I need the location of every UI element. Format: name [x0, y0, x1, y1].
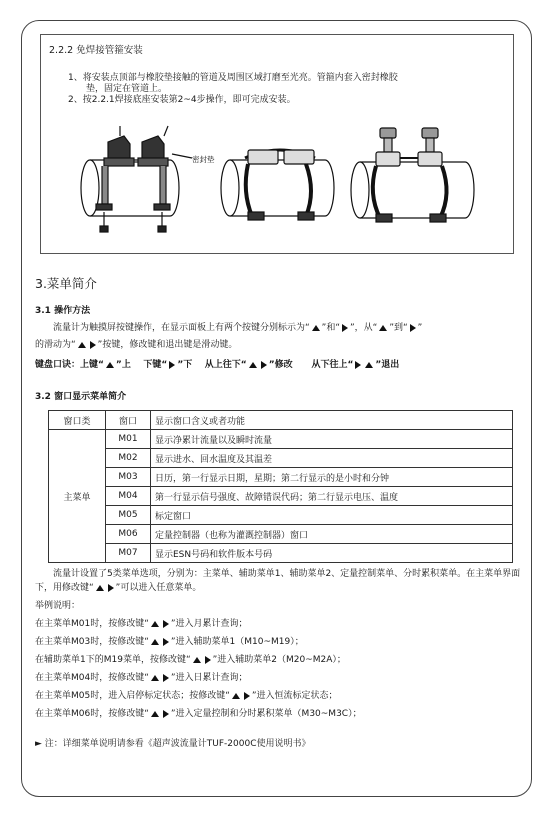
example-line — [35, 687, 525, 705]
right-arrow-icon — [163, 710, 169, 718]
pipe-figure-1 — [81, 126, 192, 232]
install-steps — [68, 73, 498, 106]
right-arrow-icon — [169, 361, 175, 369]
right-arrow-icon — [410, 324, 416, 332]
up-arrow-icon — [232, 693, 240, 699]
summary-a: 流量计设置了5类菜单选项，分别为：主菜单、辅助菜单1、辅助菜单2、定量控制菜单、分时累积菜单。在主菜单界面下，用修改键“ — [35, 569, 521, 593]
code-cell: M07 — [106, 544, 151, 563]
right-arrow-icon — [342, 324, 348, 332]
right-arrow-icon — [108, 584, 114, 592]
table-row — [49, 449, 513, 468]
operation-text — [35, 322, 515, 335]
kw-modify-prefix: 从上往下“ — [204, 360, 247, 370]
menu-intro-title: 3.菜单简介 — [35, 276, 97, 291]
up-arrow-icon — [151, 711, 159, 717]
example-line — [35, 669, 525, 687]
desc-cell: 显示ESN号码和软件版本号码 — [151, 544, 513, 563]
op-text-d: ”到“ — [389, 323, 408, 333]
kw-up: ”上 — [115, 360, 131, 370]
op-text2-a: 的滑动为“ — [35, 340, 76, 350]
op-text-a: 流量计为触摸屏按键操作，在显示面板上有两个按键分别标示为“ — [53, 323, 310, 333]
example-line — [35, 705, 525, 723]
table-row — [49, 468, 513, 487]
group-cell: 主菜单 — [49, 430, 106, 563]
example-4b: ”进入日累计查询； — [170, 673, 248, 683]
window-menu-table — [48, 410, 513, 563]
table-row — [49, 430, 513, 449]
up-arrow-icon — [379, 325, 387, 331]
install-title: 2.2.2 免焊接管箍安装 — [49, 45, 143, 56]
step1-line1: 1、将安装点顶部与橡胶垫接触的管道及周围区域打磨至光亮。管箍内套入密封橡胶 — [68, 73, 398, 83]
right-arrow-icon — [244, 692, 250, 700]
example-5a: 在主菜单M05时，进入启停标定状态；按修改键“ — [35, 691, 230, 701]
up-arrow-icon — [312, 325, 320, 331]
example-1b: ”进入月累计查询； — [170, 619, 248, 629]
up-arrow-icon — [365, 362, 373, 368]
up-arrow-icon — [151, 639, 159, 645]
example-3a: 在辅助菜单1下的M19菜单，按修改键“ — [35, 655, 191, 665]
example-line — [35, 615, 525, 633]
example-2a: 在主菜单M03时，按修改键“ — [35, 637, 149, 647]
op-text2-b: ”按键，修改键和退出键是滑动键。 — [97, 340, 238, 350]
header-cell: 窗口类 — [49, 411, 106, 430]
kw-exit-prefix: 从下往上“ — [311, 360, 354, 370]
pipe-clamp-figures — [80, 122, 500, 240]
header-cell: 窗口 — [106, 411, 151, 430]
desc-cell: 标定窗口 — [151, 506, 513, 525]
code-cell: M04 — [106, 487, 151, 506]
table-row — [49, 506, 513, 525]
op-text-b: ”和“ — [321, 323, 340, 333]
right-arrow-icon — [355, 361, 361, 369]
desc-cell: 日历，第一行显示日期，星期；第二行显示的是小时和分钟 — [151, 468, 513, 487]
kw-prefix: 键盘口诀：上键“ — [35, 360, 104, 370]
code-cell: M03 — [106, 468, 151, 487]
table-header-row — [49, 411, 513, 430]
example-6b: ”进入定量控制和分时累积菜单（M30~M3C）； — [170, 709, 362, 719]
code-cell: M02 — [106, 449, 151, 468]
operation-text-2 — [35, 339, 515, 352]
code-cell: M01 — [106, 430, 151, 449]
right-arrow-icon — [163, 674, 169, 682]
menu-description — [35, 567, 525, 723]
desc-cell: 显示进水、回水温度及其温差 — [151, 449, 513, 468]
step2: 2、按2.2.1焊接底座安装第2~4步操作，即可完成安装。 — [68, 95, 296, 105]
example-2b: ”进入辅助菜单1（M10~M19）； — [170, 637, 304, 647]
op-text-c: ”，从“ — [350, 323, 378, 333]
code-cell: M06 — [106, 525, 151, 544]
desc-cell: 定量控制器（也称为灌溉控制器）窗口 — [151, 525, 513, 544]
kw-down-prefix: 下键“ — [143, 360, 168, 370]
right-arrow-icon — [163, 620, 169, 628]
example-heading: 举例说明： — [35, 601, 81, 611]
summary-b: ”可以进入任意菜单。 — [115, 583, 202, 593]
kw-down: ”下 — [177, 360, 193, 370]
table-row — [49, 544, 513, 563]
up-arrow-icon — [249, 362, 257, 368]
right-arrow-icon — [90, 341, 96, 349]
table-row — [49, 525, 513, 544]
kw-exit: ”退出 — [375, 360, 400, 370]
example-5b: ”进入恒流标定状态； — [251, 691, 338, 701]
example-line — [35, 651, 525, 669]
keyboard-mnemonic — [35, 357, 399, 370]
up-arrow-icon — [78, 342, 86, 348]
kw-modify: ”修改 — [268, 360, 293, 370]
example-1a: 在主菜单M01时，按修改键“ — [35, 619, 149, 629]
example-line — [35, 633, 525, 651]
desc-cell: 显示净累计流量以及瞬时流量 — [151, 430, 513, 449]
seal-label: 密封垫 — [192, 155, 215, 164]
step1-line2: 垫，固定在管道上。 — [86, 84, 168, 94]
right-arrow-icon — [163, 638, 169, 646]
desc-cell: 第一行显示信号强度、故障错误代码；第二行显示电压、温度 — [151, 487, 513, 506]
right-arrow-icon — [205, 656, 211, 664]
example-6a: 在主菜单M06时，按修改键“ — [35, 709, 149, 719]
operation-title: 3.1 操作方法 — [35, 306, 91, 316]
up-arrow-icon — [151, 675, 159, 681]
example-3b: ”进入辅助菜单2（M20~M2A）； — [212, 655, 346, 665]
up-arrow-icon — [96, 585, 104, 591]
table-row — [49, 487, 513, 506]
up-arrow-icon — [193, 657, 201, 663]
code-cell: M05 — [106, 506, 151, 525]
window-section-title: 3.2 窗口显示菜单简介 — [35, 392, 127, 402]
example-4a: 在主菜单M04时，按修改键“ — [35, 673, 149, 683]
up-arrow-icon — [151, 621, 159, 627]
header-cell: 显示窗口含义或者功能 — [151, 411, 513, 430]
op-text-e: ” — [417, 323, 423, 333]
menu-summary — [35, 567, 525, 595]
pipe-figure-2 — [221, 150, 334, 220]
pipe-figure-3 — [351, 128, 474, 222]
reference-note: ► 注：详细菜单说明请参看《超声波流量计TUF-2000C使用说明书》 — [35, 739, 311, 749]
right-arrow-icon — [261, 361, 267, 369]
up-arrow-icon — [106, 362, 114, 368]
